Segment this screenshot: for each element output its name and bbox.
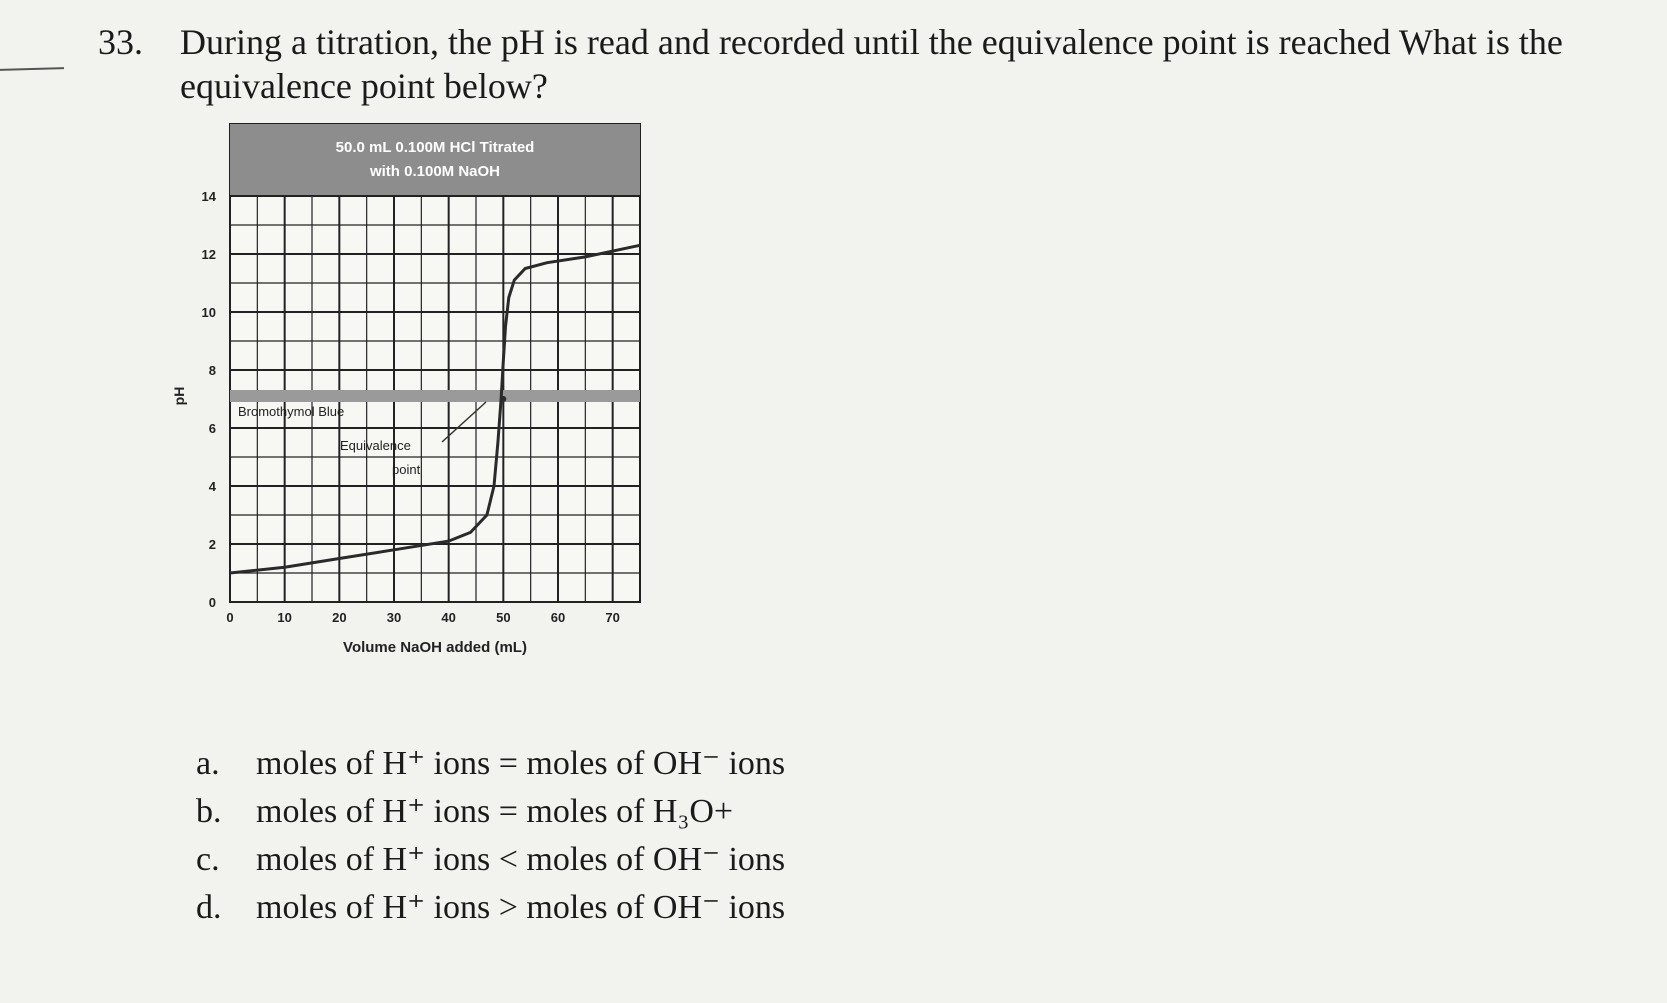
y-tick-label: 10 [201, 305, 216, 320]
indicator-band-label: Bromothymol Blue [238, 404, 345, 419]
x-axis-label: Volume NaOH added (mL) [343, 639, 527, 656]
y-tick-labels [202, 189, 217, 610]
chart-title-line1: 50.0 mL 0.100M HCl Titrated [335, 139, 535, 156]
choice-c-letter: c. [196, 841, 220, 878]
y-tick-label: 2 [208, 537, 216, 552]
x-tick-label: 0 [226, 610, 234, 625]
x-tick-label: 60 [550, 610, 566, 625]
x-tick-labels [226, 610, 620, 625]
margin-mark [0, 67, 64, 71]
choice-d-letter: d. [196, 889, 222, 926]
choice-b-text: moles of H⁺ ions = moles of H₃O+ [256, 793, 734, 830]
equivalence-label-line2: point [392, 462, 421, 477]
title-band [230, 124, 640, 196]
x-tick-label: 30 [386, 610, 402, 625]
y-tick-label: 8 [208, 363, 216, 378]
chart-title-line2: with 0.100M NaOH [369, 163, 501, 180]
x-tick-label: 70 [605, 610, 620, 625]
titration-chart-svg [170, 118, 680, 678]
y-axis-label: pH [171, 386, 187, 406]
y-tick-label: 0 [208, 595, 216, 610]
choice-c-text: moles of H⁺ ions < moles of OH⁻ ions [256, 841, 786, 878]
choice-d-text: moles of H⁺ ions > moles of OH⁻ ions [256, 889, 786, 926]
x-tick-label: 50 [496, 610, 511, 625]
y-tick-label: 14 [201, 189, 216, 204]
choice-a-letter: a. [196, 745, 220, 782]
x-tick-label: 40 [441, 610, 456, 625]
x-tick-label: 10 [277, 610, 292, 625]
y-tick-label: 12 [201, 247, 216, 262]
indicator-band [230, 390, 640, 402]
titration-chart [170, 118, 680, 683]
choice-b-letter: b. [196, 793, 222, 830]
x-tick-label: 20 [332, 610, 347, 625]
y-tick-label: 6 [208, 421, 216, 436]
question-number: 33. [98, 22, 143, 62]
y-tick-label: 4 [208, 479, 216, 494]
question-text: During a titration, the pH is read and recorded until the equivalence point is reached What is the equivalence point below? [180, 22, 1563, 106]
choice-a-text: moles of H⁺ ions = moles of OH⁻ ions [256, 745, 786, 782]
equivalence-point-marker [500, 396, 506, 402]
equivalence-label-line1: Equivalence [340, 438, 411, 453]
